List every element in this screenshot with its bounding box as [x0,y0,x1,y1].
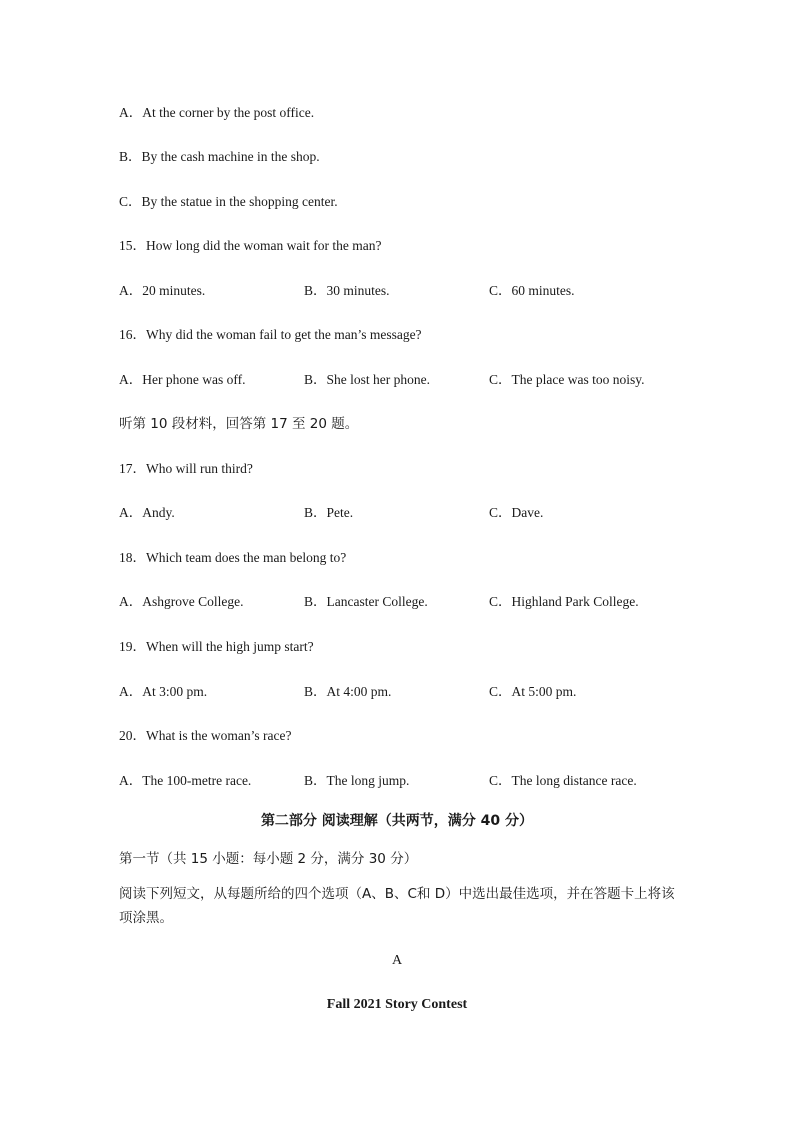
q18-option-c: C．Highland Park College. [489,594,639,609]
q14-option-b: B．By the cash machine in the shop. [119,149,320,164]
q18-options [119,593,679,611]
q15-options [119,282,679,300]
q18-option-a: A．Ashgrove College. [119,594,244,609]
q20-option-c: C．The long distance race. [489,773,637,788]
q16-option-c: C．The place was too noisy. [489,372,645,387]
q15-option-b: B．30 minutes. [304,283,390,298]
q14-option-a: A．At the corner by the post office. [119,105,315,120]
q14-option-c: C．By the statue in the shopping center. [119,194,338,209]
q16-question: 16．Why did the woman fail to get the man’s message? [119,327,422,342]
q17-option-c: C．Dave. [489,505,544,520]
q20-options [119,772,679,790]
q17-options [119,504,679,522]
q18-question: 18．Which team does the man belong to? [119,550,347,565]
q16-option-b: B．She lost her phone. [304,372,430,387]
q16-option-a: A．Her phone was off. [119,372,246,387]
reading-instruction: 阅读下列短文，从每题所给的四个选项（A、B、C和 D）中选出最佳选项，并在答题卡上将该项涂黑。 [119,886,675,926]
q19-option-b: B．At 4:00 pm. [304,684,392,699]
q17-option-a: A．Andy. [119,505,175,520]
listening-instruction: 听第 10 段材料，回答第 17 至 20 题。 [119,416,359,432]
q19-option-a: A．At 3:00 pm. [119,684,208,699]
passage-title: Fall 2021 Story Contest [326,997,468,1012]
q19-options [119,683,679,701]
part2-title: 第二部分 阅读理解（共两节，满分 40 分） [260,813,534,829]
q20-question: 20．What is the woman’s race? [119,728,292,743]
section1-heading: 第一节（共 15 小题：每小题 2 分，满分 30 分） [119,851,418,867]
q15-question: 15．How long did the woman wait for the man? [119,238,382,253]
passage-letter: A [391,953,403,968]
q19-option-c: C．At 5:00 pm. [489,684,577,699]
q17-option-b: B．Pete. [304,505,354,520]
q19-question: 19．When will the high jump start? [119,639,314,654]
q20-option-b: B．The long jump. [304,773,410,788]
q16-options [119,371,679,389]
q17-question: 17．Who will run third? [119,461,253,476]
q18-option-b: B．Lancaster College. [304,594,428,609]
q15-option-c: C．60 minutes. [489,283,575,298]
q15-option-a: A．20 minutes. [119,283,206,298]
q20-option-a: A．The 100-metre race. [119,773,252,788]
